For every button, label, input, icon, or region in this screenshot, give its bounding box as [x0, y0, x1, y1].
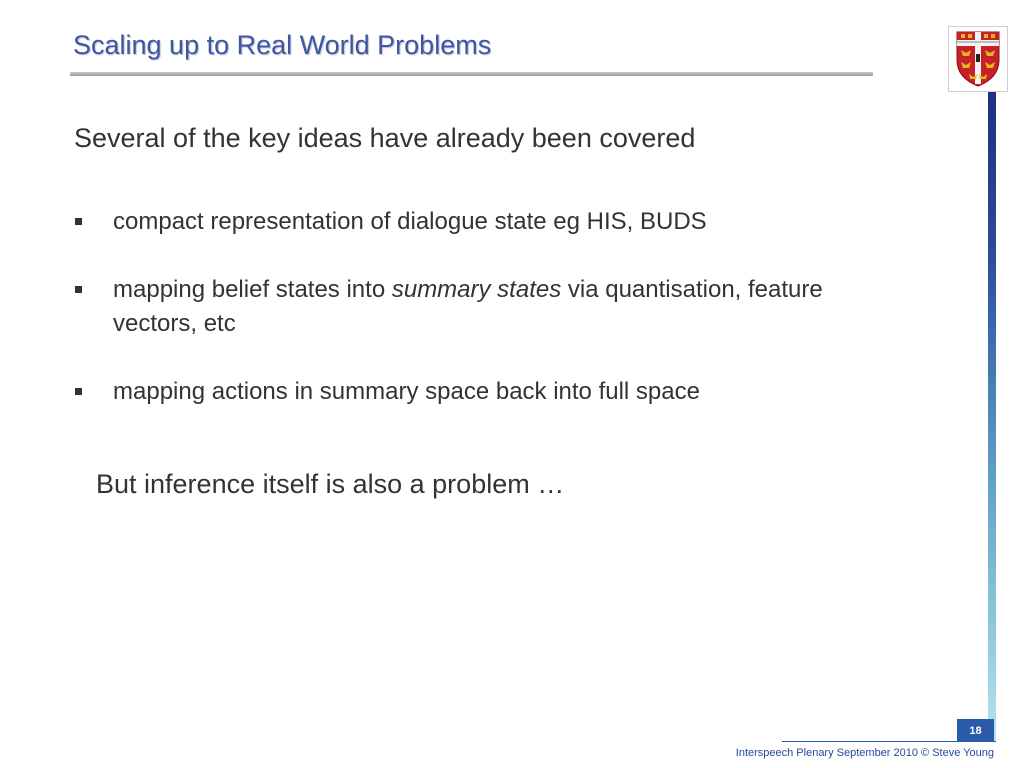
slide-title: Scaling up to Real World Problems — [73, 30, 492, 60]
bullet-emphasis: summary states — [391, 276, 562, 303]
page-number: 18 — [957, 719, 994, 742]
bullet-text: compact representation of dialogue state eg HIS, BUDS — [113, 208, 707, 235]
footer-credit: Interspeech Plenary September 2010 © Steve Young — [735, 747, 994, 759]
university-crest-icon — [948, 26, 1008, 92]
bullet-item — [74, 205, 874, 239]
closing-statement: But inference itself is also a problem … — [96, 469, 565, 499]
bullet-list — [74, 205, 874, 409]
side-accent-bar — [988, 92, 996, 742]
bullet-text: mapping actions in summary space back into full space — [113, 378, 700, 405]
square-bullet-icon — [75, 388, 82, 395]
title-underline — [70, 72, 873, 76]
square-bullet-icon — [75, 218, 82, 225]
lead-statement: Several of the key ideas have already been covered — [74, 123, 696, 153]
square-bullet-icon — [75, 286, 82, 293]
bullet-item — [74, 273, 874, 341]
bullet-text-continued: via quantisation, feature vectors, etc — [113, 276, 823, 337]
bullet-item — [74, 375, 874, 409]
bullet-text: mapping belief states into — [113, 276, 392, 303]
